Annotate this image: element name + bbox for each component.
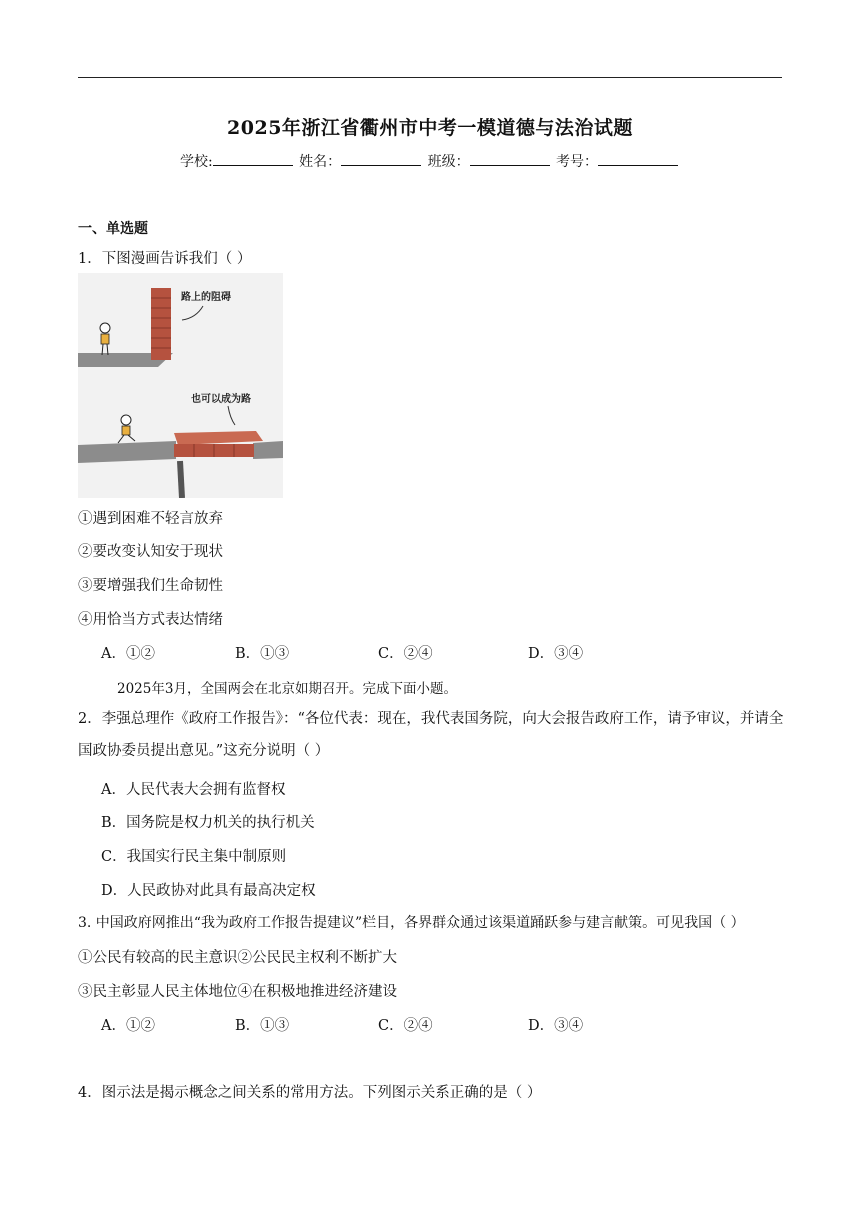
q2-stem: 2．李强总理作《政府工作报告》：“各位代表：现在，我代表国务院，向大会报告政府工作，请予审议，并请全国政协委员提出意见。”这充分说明（ ） [78, 711, 784, 759]
q1-item-2: ②要改变认知安于现状 [78, 544, 223, 560]
q3-option-c[interactable]: C．②④ [378, 1018, 433, 1034]
q1-option-a[interactable]: A．①② [101, 646, 155, 662]
header-rule [78, 77, 782, 78]
class-blank[interactable] [470, 152, 550, 166]
q3-items-line1: ①公民有较高的民主意识②公民民主权利不断扩大 [78, 950, 397, 966]
school-blank[interactable] [213, 152, 293, 166]
section-heading: 一、单选题 [78, 221, 148, 237]
q2-option-c[interactable]: C．我国实行民主集中制原则 [101, 849, 287, 865]
student-info-line [0, 151, 860, 171]
q3-items-line2: ③民主彰显人民主体地位④在积极地推进经济建设 [78, 984, 397, 1000]
q3-option-a[interactable]: A．①② [101, 1018, 155, 1034]
school-label: 学校: [179, 154, 213, 170]
q1-item-4: ④用恰当方式表达情绪 [78, 612, 223, 628]
name-blank[interactable] [341, 152, 421, 166]
q4-stem: 4．图示法是揭示概念之间关系的常用方法。下列图示关系正确的是（ ） [78, 1085, 542, 1101]
q3-stem: 3. 中国政府网推出“我为政府工作报告提建议”栏目，各界群众通过该渠道踊跃参与建言献策。可见我国（ ） [78, 915, 745, 931]
q1-option-d[interactable]: D．③④ [528, 646, 584, 662]
name-label: 姓名： [299, 154, 342, 170]
comic-label-top: 路上的阻碍 [181, 292, 231, 303]
q1-item-3: ③要增强我们生命韧性 [78, 578, 223, 594]
q3-option-b[interactable]: B．①③ [235, 1018, 290, 1034]
q3-option-d[interactable]: D．③④ [528, 1018, 584, 1034]
exam-no-label: 考号： [556, 154, 599, 170]
q1-option-b[interactable]: B．①③ [235, 646, 290, 662]
exam-no-blank[interactable] [598, 152, 678, 166]
q1-item-1: ①遇到困难不轻言放弃 [78, 511, 223, 527]
q2-option-a[interactable]: A．人民代表大会拥有监督权 [101, 782, 286, 798]
page-title: 2025年浙江省衢州市中考一模道德与法治试题 [227, 117, 633, 139]
q2-option-b[interactable]: B．国务院是权力机关的执行机关 [101, 815, 315, 831]
class-label: 班级： [427, 154, 470, 170]
group-intro: 2025年3月，全国两会在北京如期召开。完成下面小题。 [117, 681, 457, 697]
comic-image [78, 273, 283, 498]
q2-option-d[interactable]: D．人民政协对此具有最高决定权 [101, 883, 316, 899]
q1-option-c[interactable]: C．②④ [378, 646, 433, 662]
q1-stem: 1．下图漫画告诉我们（ ） [78, 251, 252, 267]
comic-label-bottom: 也可以成为路 [191, 394, 251, 405]
